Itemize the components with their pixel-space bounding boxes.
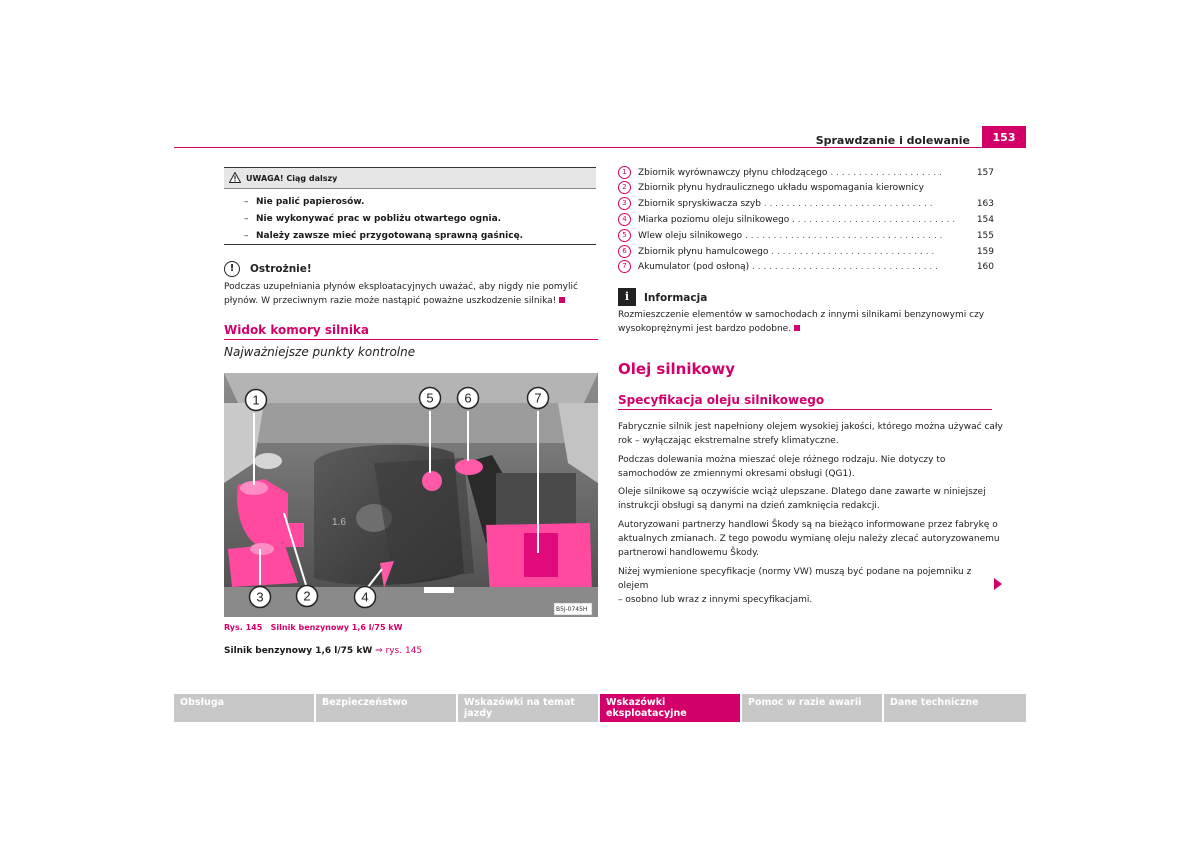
warning-item: – Należy zawsze mieć przygotowaną sprawną gaśnicę.	[244, 231, 524, 241]
image-code: B5J-0745H	[556, 606, 588, 613]
section-title-engine-oil: Olej silnikowy	[618, 360, 735, 378]
svg-text:2: 2	[303, 588, 311, 604]
tab-pomoc-awarii[interactable]: Pomoc w razie awarii	[742, 694, 882, 722]
section-rule	[618, 409, 992, 410]
paragraph: Fabrycznie silnik jest napełniony olejem wysokiej jakości, którego można używać cały rok – wyłączając ekstremalne strefy klimatyczne.	[618, 422, 1003, 446]
legend-item: 6 Zbiornik płynu hamulcowego . . . . . . . . . . . . . . . . . . . . . . . . . . . . . 159	[618, 245, 994, 259]
svg-text:3: 3	[256, 589, 264, 605]
info-icon: i	[618, 288, 636, 306]
callout-1	[244, 388, 268, 416]
section-subtitle-oil-spec: Specyfikacja oleju silnikowego	[618, 393, 825, 407]
page-number: 153	[982, 126, 1026, 148]
paragraph: Podczas dolewania można mieszać oleje różnego rodzaju. Nie dotyczy to samochodów ze zmiennymi okresami obsługi (QG1).	[618, 455, 946, 479]
callout-7	[526, 386, 550, 414]
header-rule	[174, 147, 1026, 148]
legend-item: 1 Zbiornik wyrównawczy płynu chłodzącego . . . . . . . . . . . . . . . . . . . . 157	[618, 166, 994, 180]
paragraph: Niżej wymienione specyfikacje (normy VW) muszą być podane na pojemniku z olejem – osobno lub wraz z innymi specyfikacjami.	[618, 567, 972, 605]
paragraph: Oleje silnikowe są oczywiście wciąż ulepszane. Dlatego dane zawarte w niniejszej instrukcji obsługi są danymi na dzień zamknięcia redakcji.	[618, 487, 986, 511]
caution-text: Podczas uzupełniania płynów eksploatacyjnych uważać, aby nigdy nie pomylić płynów. W przeciwnym razie może nastąpić poważne uszkodzenie silnika!	[224, 282, 578, 306]
callout-4	[353, 585, 377, 613]
legend-item: 7 Akumulator (pod osłoną) . . . . . . . . . . . . . . . . . . . . . . . . . . . . . . . . . 160	[618, 260, 994, 274]
legend-item: 5 Wlew oleju silnikowego . . . . . . . . . . . . . . . . . . . . . . . . . . . . . . . . . . . 155	[618, 229, 994, 243]
legend-item: 4 Miarka poziomu oleju silnikowego . . . . . . . . . . . . . . . . . . . . . . . . . . . . . 154	[618, 213, 994, 227]
warning-item: – Nie wykonywać prac w pobliżu otwartego ognia.	[244, 214, 502, 224]
svg-text:4: 4	[361, 589, 369, 605]
callout-6	[456, 386, 480, 414]
svg-text:5: 5	[426, 390, 434, 406]
figure-link[interactable]: ⇒ rys. 145	[375, 646, 423, 656]
svg-text:7: 7	[534, 390, 542, 406]
continue-arrow-icon	[994, 578, 1002, 590]
svg-text:1.6: 1.6	[332, 517, 346, 528]
warning-item: – Nie palić papierosów.	[244, 197, 365, 207]
warning-triangle-icon	[229, 172, 241, 183]
caution-title: Ostrożnie!	[250, 263, 312, 275]
info-title: Informacja	[644, 292, 708, 304]
page-header-title: Sprawdzanie i dolewanie	[815, 134, 970, 147]
tab-obsluga[interactable]: Obsługa	[174, 694, 314, 722]
tab-bezpieczenstwo[interactable]: Bezpieczeństwo	[316, 694, 456, 722]
tab-wskazowki-jazdy[interactable]: Wskazówki na temat jazdy	[458, 694, 598, 722]
section-title-engine-bay: Widok komory silnika	[224, 323, 370, 337]
tab-wskazowki-eksploatacyjne[interactable]: Wskazówki eksploatacyjne	[600, 694, 740, 722]
tab-dane-techniczne[interactable]: Dane techniczne	[884, 694, 1026, 722]
svg-text:1: 1	[252, 392, 260, 408]
callout-3	[248, 585, 272, 613]
legend-item: 2 Zbiornik płynu hydraulicznego układu wspomagania kierownicy	[618, 181, 994, 195]
info-text: Rozmieszczenie elementów w samochodach z innymi silnikami benzynowymi czy wysokoprężnymi jest bardzo podobne.	[618, 310, 985, 334]
caution-icon: !	[224, 261, 240, 277]
legend-item: 3 Zbiornik spryskiwacza szyb . . . . . . . . . . . . . . . . . . . . . . . . . . . . . . 163	[618, 197, 994, 211]
warning-box-title: UWAGA! Ciąg dalszy	[246, 174, 338, 183]
figure-caption: Rys. 145 Silnik benzynowy 1,6 l/75 kW	[224, 623, 403, 632]
callout-2	[295, 584, 319, 612]
callout-5	[418, 386, 442, 414]
svg-text:6: 6	[464, 390, 472, 406]
paragraph: Autoryzowani partnerzy handlowi Škody są na bieżąco informowane przez fabrykę o aktualnych zmianach. Z tego powodu wymianę oleju należy zlecać autoryzowanemu partnerowi handlowemu Škody.	[618, 520, 1000, 558]
section-subtitle: Najważniejsze punkty kontrolne	[224, 345, 416, 359]
engine-reference: Silnik benzynowy 1,6 l/75 kW ⇒ rys. 145	[224, 646, 423, 656]
end-mark-icon	[559, 297, 565, 303]
section-rule	[224, 339, 598, 340]
end-mark-icon	[794, 325, 800, 331]
